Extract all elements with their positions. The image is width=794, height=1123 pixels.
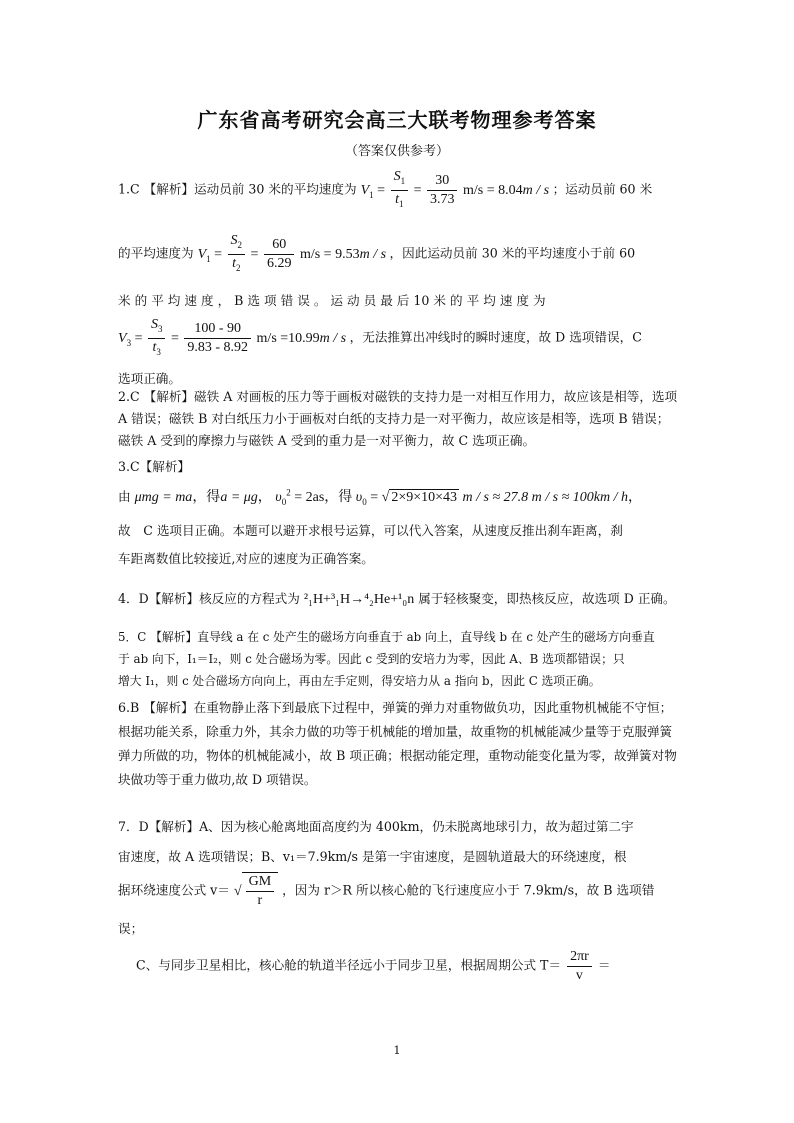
q2-paragraph: 2.C 【解析】磁铁 A 对画板的压力等于画板对磁铁的支持力是一对相互作用力，故应该是相等，选项 A 错误；磁铁 B 对白纸压力小于画板对白纸的支持力是一对平衡力，故应该是相等，选项 B 错误；磁铁 A 受到的摩擦力与磁铁 A 受到的重力是一对平衡力，故 C 选项正确。 bbox=[118, 389, 678, 448]
q7-line-3: 据环绕速度公式 v＝ √ $\frac{GM}{r}$ ，因为 r＞R 所以核心舱的飞行速度应小于 7.9km/s，故 B 选项错 bbox=[118, 874, 655, 908]
q3-line-3: 故 C 选项目正确。本题可以避开求根号运算，可以代入答案，从速度反推出刹车距离，刹 bbox=[118, 523, 623, 538]
q5-line-1: 5．C 【解析】直导线 a 在 c 处产生的磁场方向垂直于 ab 向上，直导线 b 在 c 处产生的磁场方向垂直 bbox=[118, 630, 655, 644]
q1-formula-v2: $V_1$ = $\frac{S_2}{t_2}$ = $\frac{60}{6.29}$ m/s = 9.53m / s bbox=[197, 233, 387, 273]
q7-velocity-formula: √ $\frac{GM}{r}$ bbox=[234, 884, 278, 899]
q7-period-formula: $\frac{2\pi r}{v}$ bbox=[565, 959, 594, 974]
q5-line-3: 增大 I₁，则 c 处合磁场方向向上，再由左手定则，得安培力从 a 指向 b，因此 C 选项正确。 bbox=[118, 674, 601, 688]
page-subtitle: （答案仅供参考） bbox=[344, 144, 449, 159]
q1-formula-v3: $V_3$ = $\frac{S_3}{t_3}$ = $\frac{100 - 90}{9.83 - 8.92}$ m/s =10.99m / s bbox=[118, 317, 347, 357]
q7-line-5: C、与同步卫星相比，核心舱的轨道半径远小于同步卫星，根据周期公式 T＝ $\frac{2\pi r}{v}$ ＝ bbox=[136, 949, 611, 983]
q7-line-2: 宙速度，故 A 选项错误；B、v₁＝7.9km/s 是第一宇宙速度，是圆轨道最大的环绕速度，根 bbox=[118, 849, 627, 864]
q1-line-5: 选项正确。 bbox=[118, 371, 181, 386]
q6-paragraph: 6.B 【解析】在重物静止落下到最底下过程中，弹簧的弹力对重物做负功，因此重物机械能不守恒；根据功能关系，除重力外，其余力做的功等于机械能的增加量，故重物的机械能减少量等于克服弹簧弹力所做的功，物体的机械能减小，故 B 项正确；根据动能定理，重物动能变化量为零，故弹簧对物块做功等于重力做功,故 D 项错误。 bbox=[118, 700, 677, 787]
q7-line-1: 7．D【解析】A、因为核心舱离地面高度约为 400km，仍未脱离地球引力，故为超过第二宇 bbox=[118, 819, 634, 834]
q1-line-2: 的平均速度为 $V_1$ = $\frac{S_2}{t_2}$ = $\frac{60}{6.29}$ m/s = 9.53m / s ，因此运动员前 30 米的平均速度小于前 60 bbox=[118, 233, 636, 273]
q1-line-1: 1.C 【解析】运动员前 30 米的平均速度为 $V_1$ = $\frac{S_1}{t_1}$ = $\frac{30}{3.73}$ m/s = 8.04m / s ；运动员前 60 米 bbox=[118, 169, 653, 209]
q3-head: 3.C【解析】 bbox=[118, 459, 191, 474]
q1-formula-v1: $V_1$ = $\frac{S_1}{t_1}$ = $\frac{30}{3.73}$ m/s = 8.04m / s bbox=[360, 169, 550, 209]
q1-line-4: $V_3$ = $\frac{S_3}{t_3}$ = $\frac{100 - 90}{9.83 - 8.92}$ m/s =10.99m / s ，无法推算出冲线时的瞬时速度，故 D 选项错误，C bbox=[118, 317, 642, 357]
page-title: 广东省高考研究会高三大联考物理参考答案 bbox=[197, 108, 597, 132]
q7-line-4: 误； bbox=[118, 921, 144, 936]
q3-line-2: 由 μmg = ma，得a = μg， $\upsilon_0^2 = 2as$，得 $\upsilon_0$ = √ 2×9×10×43 m / s ≈ 27.8 m / s ≈ 100km / h， bbox=[118, 487, 643, 507]
q3-formula: μmg = ma，得a = μg， $\upsilon_0^2 = 2as$，得 $\upsilon_0$ = √ 2×9×10×43 m / s ≈ 27.8 m / s ≈ 100km / h， bbox=[134, 487, 643, 507]
page-number: 1 bbox=[393, 1044, 401, 1057]
q4-nuclear-equation: ²₁H+³₁H→⁴₂He+¹₀n bbox=[303, 592, 415, 607]
q3-line-4: 车距离数值比较接近,对应的速度为正确答案。 bbox=[118, 551, 374, 566]
q1-line-3: 米 的 平 均 速 度 ， B 选 项 错 误 。 运 动 员 最 后 10 米 的 平 均 速 度 为 bbox=[118, 293, 546, 308]
q4-line: 4．D【解析】核反应的方程式为 ²₁H+³₁H→⁴₂He+¹₀n 属于轻核聚变，即热核反应，故选项 D 正确。 bbox=[118, 591, 676, 607]
q5-line-2: 于 ab 向下，I₁＝I₂，则 c 处合磁场为零。因此 c 受到的安培力为零，因此 A、B 选项都错误；只 bbox=[118, 652, 625, 666]
